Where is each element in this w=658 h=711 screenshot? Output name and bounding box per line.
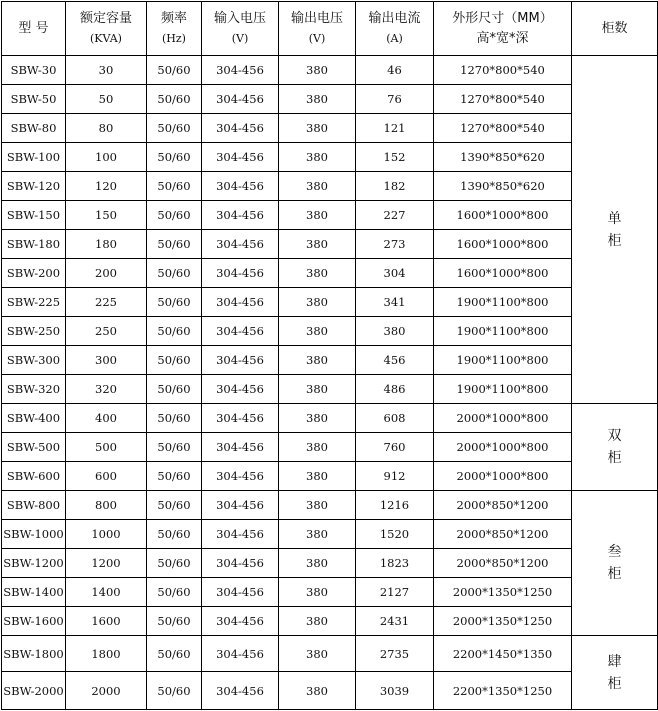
cell-input-voltage: 304-456 xyxy=(202,672,279,710)
cell-input-voltage: 304-456 xyxy=(202,288,279,317)
cell-dimensions: 2000*1350*1250 xyxy=(434,578,572,607)
cell-input-voltage: 304-456 xyxy=(202,259,279,288)
cell-capacity: 200 xyxy=(66,259,147,288)
cell-capacity: 1800 xyxy=(66,636,147,672)
cell-capacity: 30 xyxy=(66,56,147,85)
cell-output-voltage: 380 xyxy=(279,346,356,375)
cell-dimensions: 1390*850*620 xyxy=(434,143,572,172)
table-row xyxy=(2,636,658,672)
cell-output-current: 912 xyxy=(356,462,434,491)
table-row xyxy=(2,317,658,346)
cell-dimensions: 2200*1450*1350 xyxy=(434,636,572,672)
cell-capacity: 250 xyxy=(66,317,147,346)
cell-output-current: 760 xyxy=(356,433,434,462)
cell-output-voltage: 380 xyxy=(279,56,356,85)
cabinet-group-double: 双 柜 xyxy=(572,404,658,491)
cell-model: SBW-100 xyxy=(2,143,66,172)
cell-frequency: 50/60 xyxy=(147,672,202,710)
cell-output-current: 304 xyxy=(356,259,434,288)
cell-output-voltage: 380 xyxy=(279,433,356,462)
cell-output-current: 152 xyxy=(356,143,434,172)
header-output-voltage: 输出电压 (V) xyxy=(279,2,356,56)
cell-frequency: 50/60 xyxy=(147,636,202,672)
cell-dimensions: 2000*850*1200 xyxy=(434,491,572,520)
cell-input-voltage: 304-456 xyxy=(202,143,279,172)
cell-input-voltage: 304-456 xyxy=(202,607,279,636)
cell-frequency: 50/60 xyxy=(147,578,202,607)
cell-model: SBW-500 xyxy=(2,433,66,462)
cell-output-voltage: 380 xyxy=(279,172,356,201)
cell-output-current: 380 xyxy=(356,317,434,346)
cell-output-current: 2431 xyxy=(356,607,434,636)
cabinet-group-single: 单 柜 xyxy=(572,56,658,404)
table-row xyxy=(2,143,658,172)
cell-frequency: 50/60 xyxy=(147,172,202,201)
cell-frequency: 50/60 xyxy=(147,201,202,230)
table-row xyxy=(2,491,658,520)
cell-dimensions: 2200*1350*1250 xyxy=(434,672,572,710)
cell-output-current: 608 xyxy=(356,404,434,433)
cell-output-current: 76 xyxy=(356,85,434,114)
cell-model: SBW-200 xyxy=(2,259,66,288)
table-row xyxy=(2,607,658,636)
cell-output-voltage: 380 xyxy=(279,114,356,143)
cell-model: SBW-120 xyxy=(2,172,66,201)
cell-output-voltage: 380 xyxy=(279,375,356,404)
cell-output-current: 1520 xyxy=(356,520,434,549)
table-row xyxy=(2,114,658,143)
cell-input-voltage: 304-456 xyxy=(202,491,279,520)
cell-input-voltage: 304-456 xyxy=(202,114,279,143)
cell-output-current: 46 xyxy=(356,56,434,85)
cell-input-voltage: 304-456 xyxy=(202,433,279,462)
cell-dimensions: 2000*1000*800 xyxy=(434,433,572,462)
cell-model: SBW-30 xyxy=(2,56,66,85)
table-row xyxy=(2,433,658,462)
table-row xyxy=(2,672,658,710)
cell-input-voltage: 304-456 xyxy=(202,578,279,607)
cell-output-voltage: 380 xyxy=(279,85,356,114)
table-row xyxy=(2,462,658,491)
cell-dimensions: 1900*1100*800 xyxy=(434,375,572,404)
cell-model: SBW-800 xyxy=(2,491,66,520)
header-dimensions: 外形尺寸（MM） 高*宽*深 xyxy=(434,2,572,56)
cell-input-voltage: 304-456 xyxy=(202,230,279,259)
cell-output-voltage: 380 xyxy=(279,201,356,230)
cell-output-voltage: 380 xyxy=(279,259,356,288)
cell-input-voltage: 304-456 xyxy=(202,85,279,114)
cell-frequency: 50/60 xyxy=(147,404,202,433)
cell-frequency: 50/60 xyxy=(147,491,202,520)
cell-model: SBW-80 xyxy=(2,114,66,143)
cell-output-voltage: 380 xyxy=(279,636,356,672)
cell-input-voltage: 304-456 xyxy=(202,636,279,672)
cell-frequency: 50/60 xyxy=(147,520,202,549)
header-row xyxy=(2,2,658,56)
table-row xyxy=(2,520,658,549)
cell-input-voltage: 304-456 xyxy=(202,317,279,346)
table-row xyxy=(2,578,658,607)
header-frequency: 频率 (Hz) xyxy=(147,2,202,56)
cell-output-voltage: 380 xyxy=(279,404,356,433)
cell-output-current: 1823 xyxy=(356,549,434,578)
cell-dimensions: 1900*1100*800 xyxy=(434,346,572,375)
cell-output-current: 341 xyxy=(356,288,434,317)
cell-model: SBW-50 xyxy=(2,85,66,114)
cell-model: SBW-250 xyxy=(2,317,66,346)
cell-output-voltage: 380 xyxy=(279,672,356,710)
cell-capacity: 800 xyxy=(66,491,147,520)
cell-dimensions: 1900*1100*800 xyxy=(434,288,572,317)
cell-capacity: 100 xyxy=(66,143,147,172)
cell-input-voltage: 304-456 xyxy=(202,375,279,404)
cell-input-voltage: 304-456 xyxy=(202,520,279,549)
cell-capacity: 50 xyxy=(66,85,147,114)
table-row xyxy=(2,404,658,433)
cell-capacity: 1600 xyxy=(66,607,147,636)
cell-output-current: 2735 xyxy=(356,636,434,672)
cell-capacity: 120 xyxy=(66,172,147,201)
cell-frequency: 50/60 xyxy=(147,549,202,578)
spec-table xyxy=(1,1,658,710)
table-row xyxy=(2,56,658,85)
cell-dimensions: 2000*1000*800 xyxy=(434,462,572,491)
header-capacity: 额定容量 (KVA) xyxy=(66,2,147,56)
cell-frequency: 50/60 xyxy=(147,317,202,346)
cell-model: SBW-1200 xyxy=(2,549,66,578)
cell-input-voltage: 304-456 xyxy=(202,549,279,578)
cell-input-voltage: 304-456 xyxy=(202,404,279,433)
cell-dimensions: 2000*850*1200 xyxy=(434,520,572,549)
cell-dimensions: 1600*1000*800 xyxy=(434,230,572,259)
cell-model: SBW-150 xyxy=(2,201,66,230)
cell-capacity: 80 xyxy=(66,114,147,143)
table-row xyxy=(2,375,658,404)
cell-model: SBW-1600 xyxy=(2,607,66,636)
cell-dimensions: 1270*800*540 xyxy=(434,56,572,85)
table-row xyxy=(2,288,658,317)
header-output-current: 输出电流 (A) xyxy=(356,2,434,56)
table-row xyxy=(2,85,658,114)
cell-dimensions: 1390*850*620 xyxy=(434,172,572,201)
cell-capacity: 180 xyxy=(66,230,147,259)
cell-frequency: 50/60 xyxy=(147,259,202,288)
cell-capacity: 1200 xyxy=(66,549,147,578)
cell-output-current: 1216 xyxy=(356,491,434,520)
cell-output-current: 456 xyxy=(356,346,434,375)
cell-output-voltage: 380 xyxy=(279,143,356,172)
cell-frequency: 50/60 xyxy=(147,114,202,143)
cell-dimensions: 2000*1000*800 xyxy=(434,404,572,433)
cell-capacity: 2000 xyxy=(66,672,147,710)
cabinet-group-quad: 肆 柜 xyxy=(572,636,658,710)
cell-dimensions: 1600*1000*800 xyxy=(434,201,572,230)
table-row xyxy=(2,549,658,578)
cell-output-current: 227 xyxy=(356,201,434,230)
cell-output-voltage: 380 xyxy=(279,549,356,578)
cell-input-voltage: 304-456 xyxy=(202,346,279,375)
cell-capacity: 1000 xyxy=(66,520,147,549)
table-row xyxy=(2,259,658,288)
cell-model: SBW-600 xyxy=(2,462,66,491)
cell-capacity: 320 xyxy=(66,375,147,404)
cell-output-voltage: 380 xyxy=(279,578,356,607)
cell-model: SBW-2000 xyxy=(2,672,66,710)
cell-frequency: 50/60 xyxy=(147,607,202,636)
cell-output-voltage: 380 xyxy=(279,317,356,346)
header-cabinet-count: 柜数 xyxy=(572,2,658,56)
cell-output-voltage: 380 xyxy=(279,288,356,317)
cell-input-voltage: 304-456 xyxy=(202,462,279,491)
cell-output-voltage: 380 xyxy=(279,462,356,491)
cell-output-current: 182 xyxy=(356,172,434,201)
cell-dimensions: 2000*1350*1250 xyxy=(434,607,572,636)
cell-model: SBW-225 xyxy=(2,288,66,317)
cell-dimensions: 1270*800*540 xyxy=(434,85,572,114)
cell-capacity: 400 xyxy=(66,404,147,433)
cell-model: SBW-300 xyxy=(2,346,66,375)
cell-input-voltage: 304-456 xyxy=(202,56,279,85)
cell-output-current: 273 xyxy=(356,230,434,259)
cell-model: SBW-1000 xyxy=(2,520,66,549)
cell-model: SBW-180 xyxy=(2,230,66,259)
cell-frequency: 50/60 xyxy=(147,143,202,172)
cell-model: SBW-1800 xyxy=(2,636,66,672)
cell-capacity: 150 xyxy=(66,201,147,230)
cell-capacity: 600 xyxy=(66,462,147,491)
cell-capacity: 1400 xyxy=(66,578,147,607)
cell-frequency: 50/60 xyxy=(147,56,202,85)
cell-output-voltage: 380 xyxy=(279,520,356,549)
cell-output-current: 121 xyxy=(356,114,434,143)
cell-output-current: 2127 xyxy=(356,578,434,607)
cell-input-voltage: 304-456 xyxy=(202,172,279,201)
header-input-voltage: 输入电压 (V) xyxy=(202,2,279,56)
cell-dimensions: 1900*1100*800 xyxy=(434,317,572,346)
cell-dimensions: 1270*800*540 xyxy=(434,114,572,143)
cell-output-current: 3039 xyxy=(356,672,434,710)
cell-input-voltage: 304-456 xyxy=(202,201,279,230)
cell-frequency: 50/60 xyxy=(147,288,202,317)
cell-model: SBW-320 xyxy=(2,375,66,404)
table-row xyxy=(2,346,658,375)
cell-output-current: 486 xyxy=(356,375,434,404)
cell-dimensions: 2000*850*1200 xyxy=(434,549,572,578)
cell-output-voltage: 380 xyxy=(279,491,356,520)
cell-frequency: 50/60 xyxy=(147,346,202,375)
cell-capacity: 500 xyxy=(66,433,147,462)
cell-output-voltage: 380 xyxy=(279,607,356,636)
cell-frequency: 50/60 xyxy=(147,85,202,114)
cell-frequency: 50/60 xyxy=(147,433,202,462)
cell-frequency: 50/60 xyxy=(147,375,202,404)
table-row xyxy=(2,230,658,259)
cell-frequency: 50/60 xyxy=(147,230,202,259)
header-model: 型 号 xyxy=(2,2,66,56)
cell-dimensions: 1600*1000*800 xyxy=(434,259,572,288)
cell-capacity: 300 xyxy=(66,346,147,375)
cell-capacity: 225 xyxy=(66,288,147,317)
table-row xyxy=(2,172,658,201)
cell-model: SBW-1400 xyxy=(2,578,66,607)
table-row xyxy=(2,201,658,230)
cell-output-voltage: 380 xyxy=(279,230,356,259)
cell-model: SBW-400 xyxy=(2,404,66,433)
cell-frequency: 50/60 xyxy=(147,462,202,491)
cabinet-group-triple: 叁 柜 xyxy=(572,491,658,636)
